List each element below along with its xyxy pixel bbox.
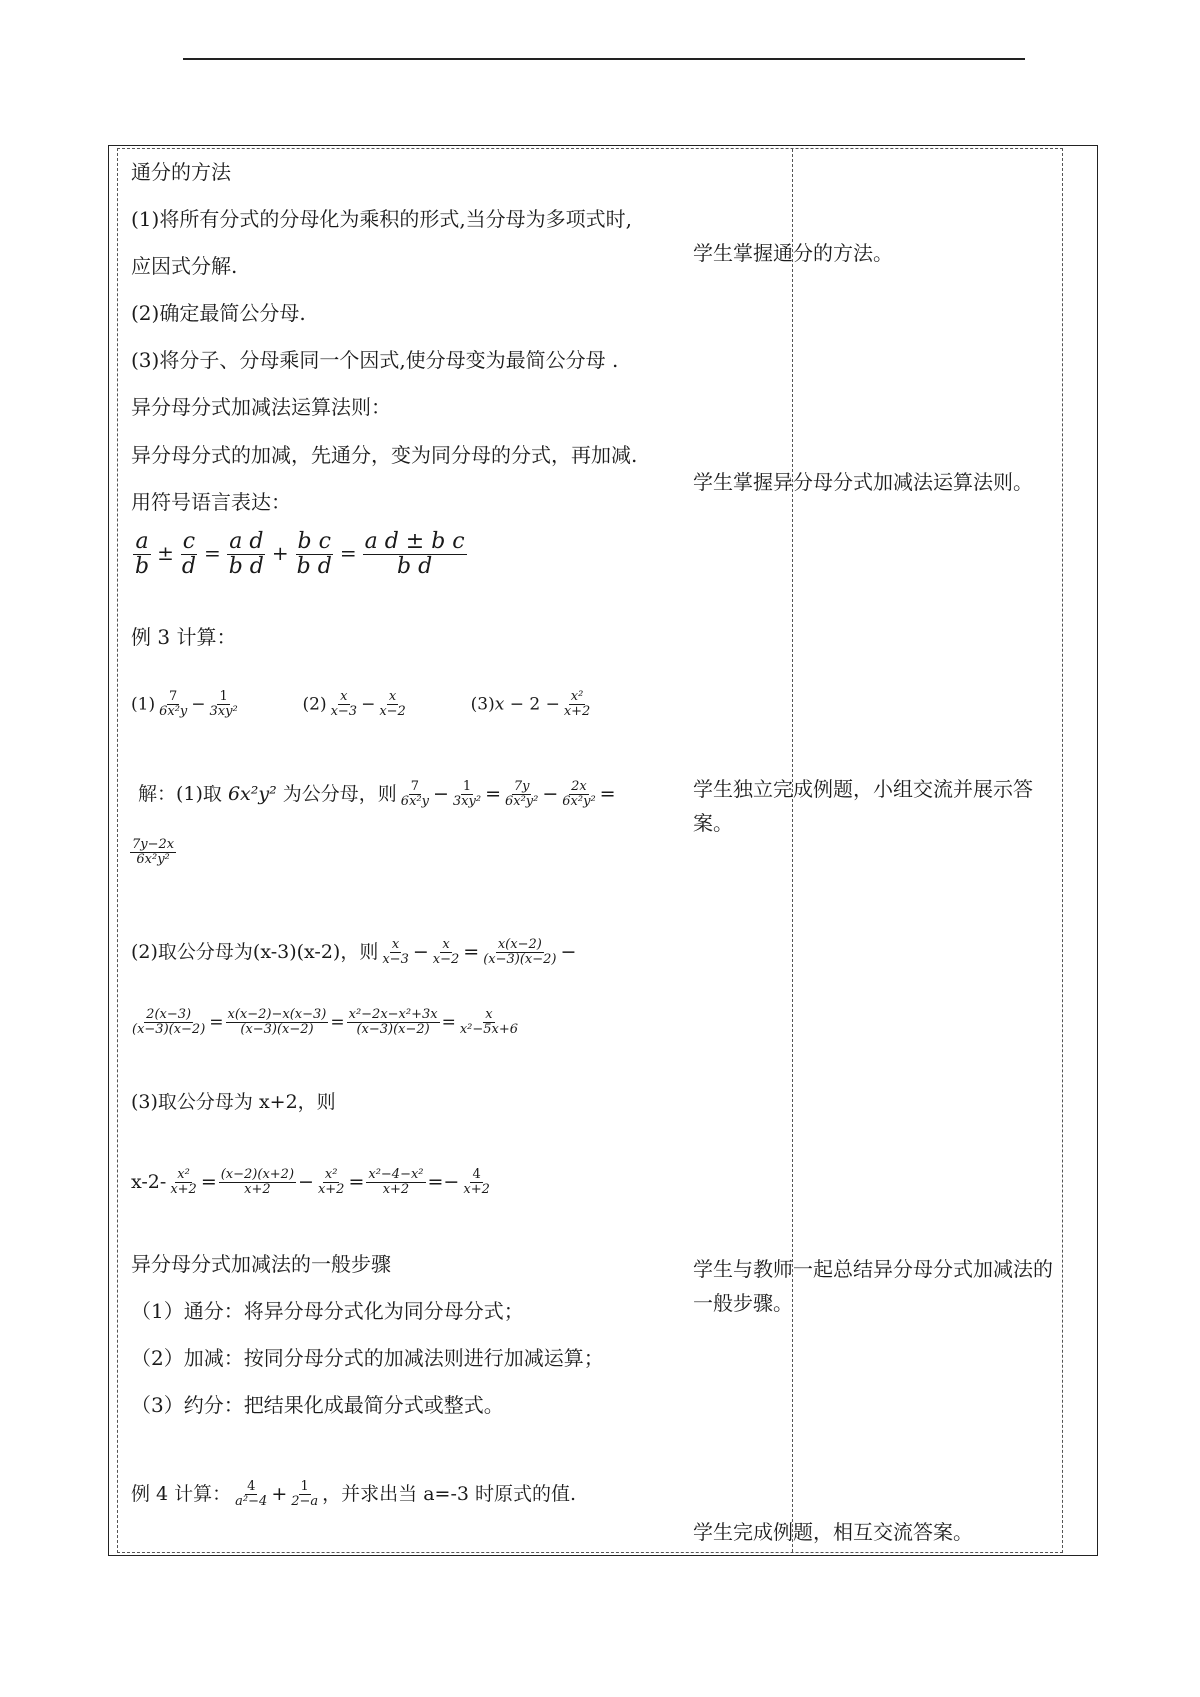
method-step-3: (3)将分子、分母乘同一个因式,使分母变为最简公分母 . (131, 348, 619, 372)
note-example4: 学生完成例题，相互交流答案。 (693, 1520, 973, 1544)
steps-item-1: （1）通分：将异分母分式化为同分母分式； (131, 1299, 524, 1323)
solution-2: (2)取公分母为(x-3)(x-2)，则 $\frac{x}{x-3}$ − $\frac{x}{x-2}$ = $\frac{x(x-2)}{(x-3)(x-2)}$ − (131, 937, 577, 968)
symbolic-formula: $\frac{a}{b}$ ± $\frac{c}{d}$ = $\frac{\text{a d}}{\text{b d}}$ + $\frac{\text{b c}}{\text{b d}}$ = $\frac{\text{a d ± b c}}{\text{b d}}$ (135, 529, 465, 580)
solution-2-text: (2)取公分母为(x-3)(x-2)，则 (131, 940, 379, 963)
steps-item-2: （2）加减：按同分母分式的加减法则进行加减运算； (131, 1346, 604, 1370)
method-step-2: (2)确定最简公分母. (131, 301, 306, 325)
solution-1-intro: 解：(1)取 (138, 782, 228, 805)
solution-3: (3)取公分母为 x+2，则 (131, 1091, 336, 1113)
solution-1-result: $\frac{7y-2x}{\text{6x²y²}}$ (132, 837, 175, 868)
example4: 例 4 计算： $\frac{4}{\text{a²−4}}$ + $\frac{1}{2-a}$ ，并求出当 a=-3 时原式的值. (131, 1479, 577, 1510)
note-steps: 学生与教师一起总结异分母分式加减法的一般步骤。 (693, 1257, 1053, 1315)
example4-tail: ，并求出当 a=-3 时原式的值. (322, 1482, 577, 1505)
steps-heading: 异分母分式加减法的一般步骤 (131, 1252, 391, 1276)
rule-heading: 异分母分式加减法运算法则： (131, 395, 391, 419)
method-heading: 通分的方法 (131, 160, 231, 184)
rule-text: 异分母分式的加减，先通分，变为同分母的分式，再加减. (131, 443, 638, 467)
note-example3: 学生独立完成例题，小组交流并展示答案。 (693, 777, 1033, 835)
solution-3-working: x-2- $\frac{\text{x²}}{x+2}$ = $\frac{(x-2)(x+2)}{x+2}$ − $\frac{\text{x²}}{x+2}$ = $\frac{\text{x²−4−x²}}{x+2}$ =− $\frac{4}{x+2}$ (131, 1167, 490, 1198)
note-rule: 学生掌握异分母分式加减法运算法则。 (693, 470, 1033, 494)
steps-item-3: （3）约分：把结果化成最简分式或整式。 (131, 1393, 504, 1417)
header-rule (183, 58, 1025, 60)
method-step-1a: (1)将所有分式的分母化为乘积的形式,当分母为多项式时, (131, 207, 633, 231)
solution-1: 解：(1)取 6x²y² 为公分母，则 $\frac{7}{\text{6x²y}}$ − $\frac{1}{\text{3xy²}}$ = $\frac{7y}{\text{6x²y²}}$ − $\frac{2x}{\text{6x²y²}}$ = (138, 779, 616, 810)
symbol-heading: 用符号语言表达： (131, 490, 291, 514)
example4-label: 例 4 计算： (131, 1482, 232, 1505)
solution-2-continued: $\frac{2(x-3)}{(x-3)(x-2)}$ = $\frac{x(x-2)-x(x-3)}{(x-3)(x-2)}$ = $\frac{\text{x²−2x−x²+3x}}{(x-3)(x-2)}$ = $\frac{x}{\text{x²−5x+6}}$ (132, 1007, 519, 1038)
column-divider (792, 149, 793, 1552)
example3-problems: (1) $\frac{7}{\text{6x²y}}$ − $\frac{1}{\text{3xy²}}$ (2) $\frac{x}{x-3}$ − $\frac{x}{x-2}$ (3)x − 2 − $\frac{\text{x²}}{x+2}$ (131, 689, 591, 720)
note-method: 学生掌握通分的方法。 (693, 241, 893, 265)
example3-label: 例 3 计算： (131, 625, 237, 649)
solution-1-intro-mid: 为公分母，则 (276, 782, 397, 805)
method-step-1b: 应因式分解. (131, 254, 238, 278)
